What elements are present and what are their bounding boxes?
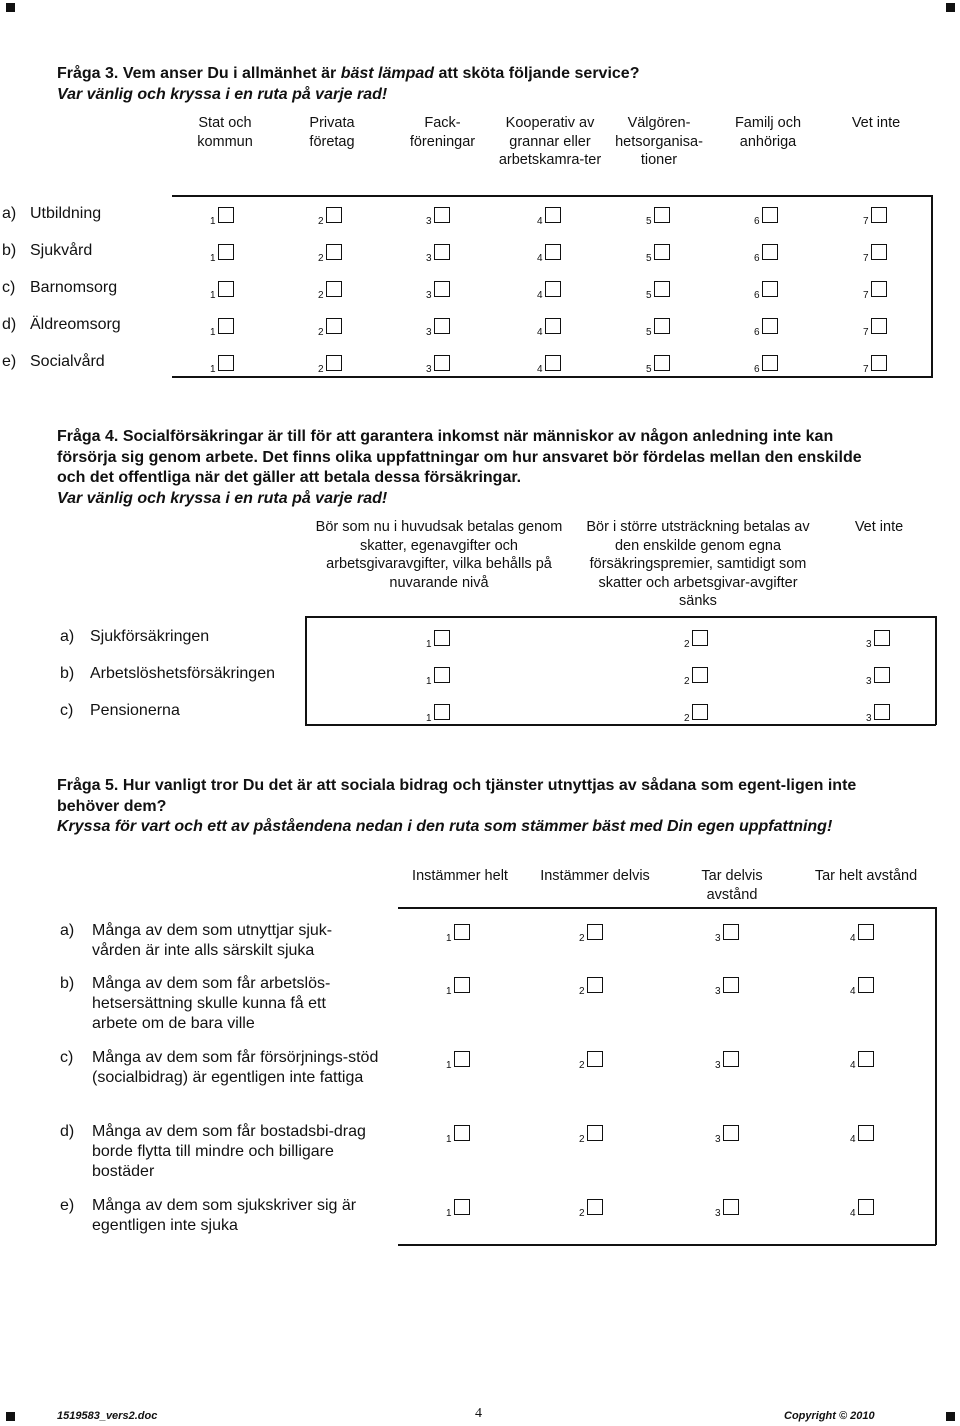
option-code: 1 [446, 1134, 452, 1145]
q4-row-letter: a) [60, 628, 75, 645]
option-code: 4 [537, 290, 543, 301]
checkbox[interactable] [434, 281, 450, 297]
option-code: 3 [866, 639, 872, 650]
option-code: 1 [210, 216, 216, 227]
checkbox[interactable] [218, 207, 234, 223]
option-code: 1 [446, 1060, 452, 1071]
q3-row-text: Sjukvård [30, 242, 93, 259]
option-code: 7 [863, 364, 869, 375]
corner-mark-bottom-left [6, 1412, 15, 1421]
option-code: 6 [754, 253, 760, 264]
checkbox[interactable] [454, 1125, 470, 1141]
option-code: 2 [318, 364, 324, 375]
checkbox[interactable] [587, 1125, 603, 1141]
option-code: 3 [715, 1060, 721, 1071]
q5-row-label [60, 921, 380, 963]
q5-row-label [60, 974, 380, 1036]
option-code: 4 [850, 1134, 856, 1145]
checkbox[interactable] [871, 318, 887, 334]
q3-row-label [2, 241, 92, 261]
q3-row-letter: a) [2, 205, 17, 222]
option-code: 2 [318, 290, 324, 301]
q3-emphasis: bäst lämpad [340, 65, 435, 82]
checkbox[interactable] [858, 977, 874, 993]
checkbox[interactable] [326, 281, 342, 297]
option-code: 4 [850, 986, 856, 997]
checkbox[interactable] [434, 244, 450, 260]
q4-row-label [60, 627, 209, 647]
checkbox[interactable] [326, 355, 342, 371]
option-code: 5 [646, 327, 652, 338]
option-code: 1 [446, 1208, 452, 1219]
q4-row-letter: b) [60, 665, 75, 682]
q3-col-2: Privata företag [309, 115, 355, 150]
q5-text: Hur vanligt tror Du det är att sociala bidrag och tjänster utnyttjas av sådana som egent-ligen inte behöver dem? [57, 777, 857, 815]
checkbox[interactable] [654, 355, 670, 371]
option-code: 2 [318, 327, 324, 338]
corner-mark-top-left [6, 3, 15, 12]
checkbox[interactable] [218, 318, 234, 334]
option-code: 3 [715, 933, 721, 944]
checkbox[interactable] [654, 318, 670, 334]
q5-row-letter: c) [60, 1049, 74, 1066]
option-code: 1 [210, 327, 216, 338]
q3-row-letter: b) [2, 242, 17, 259]
option-code: 1 [210, 290, 216, 301]
checkbox[interactable] [723, 1051, 739, 1067]
q5-row-text: Många av dem som får försörjnings-stöd (socialbidrag) är egentligen inte fattiga [92, 1049, 379, 1087]
option-code: 2 [318, 253, 324, 264]
option-code: 3 [426, 216, 432, 227]
option-code: 2 [579, 1060, 585, 1071]
option-code: 4 [850, 1060, 856, 1071]
checkbox[interactable] [326, 207, 342, 223]
option-code: 2 [579, 1208, 585, 1219]
checkbox[interactable] [454, 1199, 470, 1215]
q3-frame-top [172, 195, 933, 197]
option-code: 3 [426, 253, 432, 264]
checkbox[interactable] [762, 244, 778, 260]
q3-row-label [2, 204, 101, 224]
q5-row-text: Många av dem som får bostadsbi-drag borde flytta till mindre och billigare bostäder [92, 1123, 366, 1181]
option-code: 4 [850, 933, 856, 944]
option-code: 1 [210, 364, 216, 375]
option-code: 7 [863, 327, 869, 338]
checkbox[interactable] [871, 207, 887, 223]
checkbox[interactable] [858, 1125, 874, 1141]
checkbox[interactable] [454, 977, 470, 993]
q4-row-text: Sjukförsäkringen [90, 628, 210, 645]
q3-col-7: Vet inte [851, 115, 901, 131]
q4-label: Fråga 4. [57, 428, 119, 445]
option-code: 4 [537, 253, 543, 264]
q3-row-text: Äldreomsorg [30, 316, 121, 333]
option-code: 1 [426, 713, 432, 724]
checkbox[interactable] [692, 667, 708, 683]
checkbox[interactable] [545, 244, 561, 260]
option-code: 4 [537, 327, 543, 338]
q3-row-letter: c) [2, 279, 16, 296]
option-code: 6 [754, 290, 760, 301]
checkbox[interactable] [545, 318, 561, 334]
q4-instruction: Var vänlig och kryssa i en ruta på varje rad! [57, 489, 388, 507]
checkbox[interactable] [545, 355, 561, 371]
q5-row-text: Många av dem som får arbetslös-hetsersättning skulle kunna få ett arbete om de bara ville [92, 975, 331, 1033]
checkbox[interactable] [723, 924, 739, 940]
q4-row-text: Arbetslöshetsförsäkringen [90, 665, 275, 682]
option-code: 1 [426, 639, 432, 650]
checkbox[interactable] [218, 355, 234, 371]
q4-row-text: Pensionerna [90, 702, 180, 719]
checkbox[interactable] [326, 318, 342, 334]
option-code: 2 [579, 1134, 585, 1145]
q4-frame-top [305, 616, 936, 618]
q5-frame-top [398, 907, 936, 909]
checkbox[interactable] [874, 704, 890, 720]
checkbox[interactable] [654, 244, 670, 260]
q5-instruction: Kryssa för vart och ett av påståendena nedan i den ruta som stämmer bäst med Din egen uppfattning! [57, 818, 833, 835]
option-code: 3 [866, 676, 872, 687]
corner-mark-bottom-right [946, 1412, 955, 1421]
checkbox[interactable] [762, 207, 778, 223]
checkbox[interactable] [858, 924, 874, 940]
option-code: 1 [446, 933, 452, 944]
q3-col-1: Stat och kommun [197, 115, 253, 150]
option-code: 3 [426, 290, 432, 301]
option-code: 1 [426, 676, 432, 687]
option-code: 2 [318, 216, 324, 227]
option-code: 3 [715, 1134, 721, 1145]
checkbox[interactable] [434, 630, 450, 646]
checkbox[interactable] [654, 281, 670, 297]
option-code: 3 [426, 364, 432, 375]
option-code: 6 [754, 216, 760, 227]
checkbox[interactable] [454, 1051, 470, 1067]
option-code: 6 [754, 327, 760, 338]
checkbox[interactable] [434, 355, 450, 371]
q5-row-label [60, 1122, 380, 1184]
checkbox[interactable] [871, 355, 887, 371]
q3-col-4: Kooperativ av grannar eller arbetskamra-ter [498, 115, 602, 168]
corner-mark-top-right [946, 3, 955, 12]
q5-label: Fråga 5. [57, 777, 119, 794]
q3-row-letter: e) [2, 353, 17, 370]
q5-col-1: Instämmer helt [412, 868, 508, 884]
q3-question [57, 64, 917, 105]
checkbox[interactable] [434, 318, 450, 334]
q5-row-text: Många av dem som utnyttjar sjuk-vården är inte alls särskilt sjuka [92, 922, 333, 960]
checkbox[interactable] [858, 1051, 874, 1067]
checkbox[interactable] [587, 924, 603, 940]
checkbox[interactable] [434, 704, 450, 720]
q4-question [57, 427, 872, 509]
footer-page-number: 4 [475, 1406, 482, 1421]
q4-col-1: Bör som nu i huvudsak betalas genom skatter, egenavgifter och arbetsgivaravgifter, vilka behålls på nuvarande nivå [315, 519, 563, 591]
q3-row-text: Utbildning [30, 205, 102, 222]
option-code: 7 [863, 216, 869, 227]
q5-row-letter: a) [60, 922, 75, 939]
option-code: 3 [715, 986, 721, 997]
checkbox[interactable] [858, 1199, 874, 1215]
checkbox[interactable] [762, 281, 778, 297]
checkbox[interactable] [218, 244, 234, 260]
option-code: 5 [646, 216, 652, 227]
option-code: 1 [446, 986, 452, 997]
q5-frame-bottom [398, 1244, 936, 1246]
q3-label: Fråga 3. [57, 65, 119, 82]
q4-frame-left [305, 616, 307, 725]
q3-question-text: Vem anser Du i allmänhet är [122, 65, 337, 82]
checkbox[interactable] [454, 924, 470, 940]
q3-col-3: Fack-föreningar [409, 115, 476, 150]
q3-row-label [2, 278, 117, 298]
checkbox[interactable] [871, 244, 887, 260]
checkbox[interactable] [723, 1125, 739, 1141]
footer-doc-id: 1519583_vers2.doc [57, 1410, 158, 1422]
checkbox[interactable] [654, 207, 670, 223]
q5-row-label [60, 1196, 400, 1238]
checkbox[interactable] [218, 281, 234, 297]
checkbox[interactable] [762, 355, 778, 371]
q5-col-2: Instämmer delvis [540, 868, 650, 884]
option-code: 5 [646, 290, 652, 301]
q5-question [57, 776, 872, 838]
option-code: 6 [754, 364, 760, 375]
q3-col-6: Familj och anhöriga [734, 115, 802, 150]
q5-row-letter: b) [60, 975, 75, 992]
q3-row-label [2, 352, 105, 372]
option-code: 4 [850, 1208, 856, 1219]
q4-col-3: Vet inte [854, 519, 904, 535]
q5-row-letter: d) [60, 1123, 75, 1140]
q3-instruction: Var vänlig och kryssa i en ruta på varje rad! [57, 85, 388, 103]
q4-frame-right [935, 616, 937, 725]
q3-row-label [2, 315, 121, 335]
checkbox[interactable] [587, 1051, 603, 1067]
q4-col-2: Bör i större utsträckning betalas av den enskilde genom egna försäkringspremier, samtidigt som skatter och arbetsgivar-avgifter sänks [586, 519, 810, 609]
q3-row-text: Barnomsorg [30, 279, 118, 296]
q3-question-end: att sköta följande service? [438, 65, 640, 82]
q3-row-letter: d) [2, 316, 17, 333]
option-code: 2 [579, 933, 585, 944]
option-code: 3 [866, 713, 872, 724]
q4-row-letter: c) [60, 702, 74, 719]
checkbox[interactable] [692, 704, 708, 720]
q4-text: Socialförsäkringar är till för att garantera inkomst när människor av någon anledning inte kan försörja sig genom arbete. Det finns olika uppfattningar om hur ansvaret bör fördelas mellan den enskilde och det offentliga när det gäller att betala dessa försäkringar. [57, 428, 862, 486]
q4-frame-bottom [305, 724, 936, 726]
checkbox[interactable] [723, 977, 739, 993]
checkbox[interactable] [326, 244, 342, 260]
checkbox[interactable] [434, 207, 450, 223]
option-code: 2 [684, 676, 690, 687]
checkbox[interactable] [587, 977, 603, 993]
q5-frame-right [935, 907, 937, 1245]
option-code: 3 [715, 1208, 721, 1219]
option-code: 5 [646, 364, 652, 375]
q4-row-label [60, 701, 180, 721]
checkbox[interactable] [762, 318, 778, 334]
checkbox[interactable] [723, 1199, 739, 1215]
option-code: 2 [684, 639, 690, 650]
q5-row-text: Många av dem som sjukskriver sig är egentligen inte sjuka [92, 1197, 357, 1235]
option-code: 2 [579, 986, 585, 997]
checkbox[interactable] [874, 630, 890, 646]
q3-frame-right [931, 195, 933, 378]
option-code: 5 [646, 253, 652, 264]
q3-row-text: Socialvård [30, 353, 105, 370]
option-code: 3 [426, 327, 432, 338]
option-code: 4 [537, 216, 543, 227]
footer-copyright: Copyright © 2010 [784, 1410, 875, 1422]
checkbox[interactable] [545, 207, 561, 223]
checkbox[interactable] [692, 630, 708, 646]
checkbox[interactable] [587, 1199, 603, 1215]
checkbox[interactable] [545, 281, 561, 297]
q5-row-label [60, 1048, 380, 1110]
q3-col-5: Välgören-hetsorganisa-tioner [615, 115, 703, 168]
q5-col-3: Tar delvis avstånd [701, 868, 763, 903]
option-code: 1 [210, 253, 216, 264]
option-code: 7 [863, 253, 869, 264]
option-code: 2 [684, 713, 690, 724]
q5-row-letter: e) [60, 1197, 75, 1214]
q3-frame-bottom [172, 376, 933, 378]
checkbox[interactable] [871, 281, 887, 297]
checkbox[interactable] [434, 667, 450, 683]
option-code: 4 [537, 364, 543, 375]
checkbox[interactable] [874, 667, 890, 683]
option-code: 7 [863, 290, 869, 301]
q5-col-4: Tar helt avstånd [814, 868, 918, 884]
q4-row-label [60, 664, 275, 684]
